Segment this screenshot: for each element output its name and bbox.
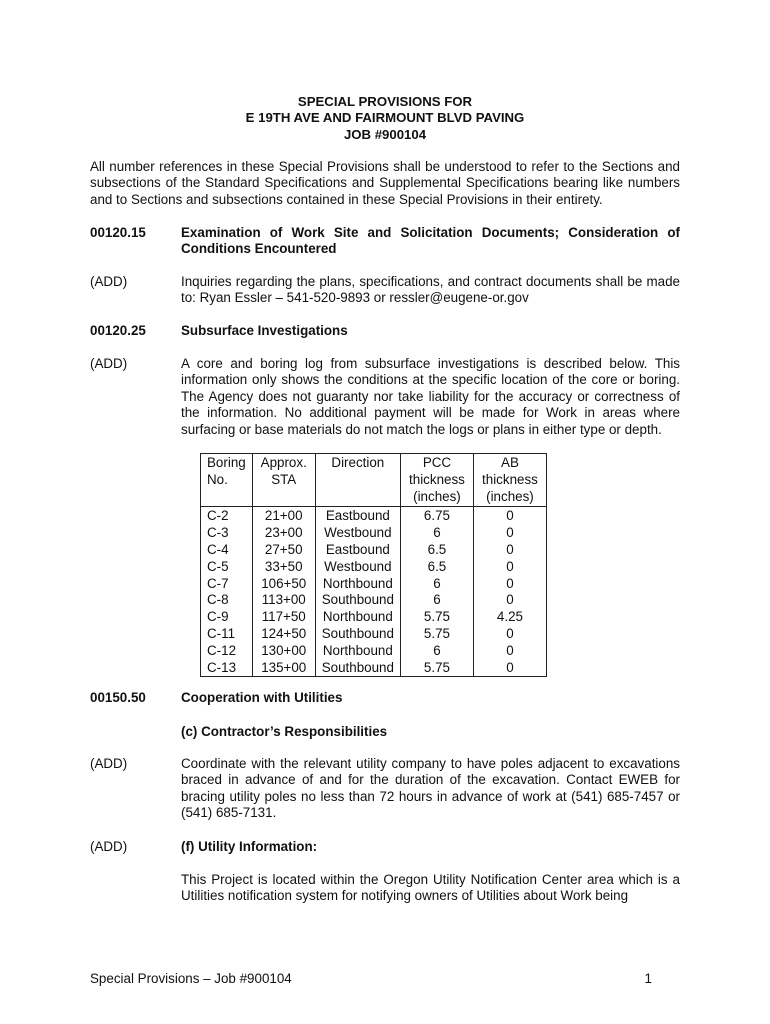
section-00150-50-add-2: [90, 839, 680, 855]
cell-approx-sta: 21+00: [252, 507, 315, 525]
cell-ab-thickness: 4.25: [473, 609, 546, 626]
header-direction: [315, 454, 400, 507]
title-line-2: E 19TH AVE AND FAIRMOUNT BLVD PAVING: [245, 110, 525, 126]
cell-pcc-thickness: 6.75: [400, 507, 473, 525]
table-header-row: [201, 454, 547, 507]
table-row: [201, 525, 547, 542]
boring-log-table-wrapper: [200, 453, 547, 677]
header-text: Direction: [331, 455, 385, 470]
section-number: 00120.15: [90, 225, 146, 240]
boring-log-table: [200, 453, 547, 677]
cell-boring-no: C-12: [201, 643, 253, 660]
cell-ab-thickness: 0: [473, 643, 546, 660]
header-text: thickness: [409, 471, 465, 487]
utility-information-text: [90, 872, 680, 905]
title-line-3: JOB #900104: [343, 126, 427, 142]
cell-direction: Eastbound: [315, 507, 400, 525]
footer-title: Special Provisions – Job #900104: [90, 971, 292, 986]
cell-boring-no: C-13: [201, 660, 253, 677]
cell-approx-sta: 117+50: [252, 609, 315, 626]
cell-approx-sta: 27+50: [252, 542, 315, 559]
cell-pcc-thickness: 6: [400, 643, 473, 660]
section-00120-15-add: [90, 274, 680, 307]
intro-paragraph: All number references in these Special Provisions shall be understood to refer to the Sections and subsections of the Standard Specifications and Supplemental Specifications bearing like numbers and to Sections and subsections contained in these Special Provisions in their entirety.: [90, 159, 680, 207]
add-text: Coordinate with the relevant utility company to have poles adjacent to excavations braced in advance of and for the duration of the excavation. Contact EWEB for bracing utility poles no less than 72 hours in advance of work at (541) 685-7457 or (541) 685-7131.: [181, 756, 680, 821]
add-label: (ADD): [90, 356, 128, 371]
table-row: [201, 542, 547, 559]
cell-ab-thickness: 0: [473, 559, 546, 576]
section-number: 00150.50: [90, 690, 146, 705]
cell-approx-sta: 135+00: [252, 660, 315, 677]
header-text: (inches): [413, 488, 461, 504]
header-approx-sta: [252, 454, 315, 507]
page-number: 1: [644, 971, 652, 986]
add-label: (ADD): [90, 274, 128, 289]
cell-ab-thickness: 0: [473, 525, 546, 542]
cell-pcc-thickness: 6.5: [400, 542, 473, 559]
table-row: [201, 592, 547, 609]
cell-direction: Northbound: [315, 576, 400, 593]
section-number: 00120.25: [90, 323, 146, 338]
cell-direction: Southbound: [315, 592, 400, 609]
cell-direction: Westbound: [315, 559, 400, 576]
add-label: (ADD): [90, 756, 128, 771]
cell-pcc-thickness: 6: [400, 592, 473, 609]
cell-pcc-thickness: 5.75: [400, 660, 473, 677]
header-text: No.: [207, 471, 228, 487]
header-text: Approx.: [260, 455, 307, 470]
cell-ab-thickness: 0: [473, 507, 546, 525]
cell-pcc-thickness: 6.5: [400, 559, 473, 576]
subsection-c: [90, 724, 680, 740]
cell-direction: Southbound: [315, 626, 400, 643]
cell-ab-thickness: 0: [473, 626, 546, 643]
table-row: [201, 559, 547, 576]
cell-approx-sta: 124+50: [252, 626, 315, 643]
section-00120-25-add: [90, 356, 680, 438]
cell-direction: Eastbound: [315, 542, 400, 559]
paragraph-text: This Project is located within the Oregon Utility Notification Center area which is a Utilities notification system for notifying owners of Utilities about Work being: [181, 872, 680, 904]
header-text: thickness: [482, 471, 538, 487]
header-pcc-thickness: [400, 454, 473, 507]
subsection-heading: (f) Utility Information:: [181, 839, 318, 854]
header-ab-thickness: [473, 454, 546, 507]
cell-boring-no: C-11: [201, 626, 253, 643]
cell-boring-no: C-3: [201, 525, 253, 542]
header-text: (inches): [486, 488, 534, 504]
cell-approx-sta: 106+50: [252, 576, 315, 593]
cell-approx-sta: 113+00: [252, 592, 315, 609]
section-00150-50-add-1: [90, 756, 680, 822]
header-text: STA: [271, 471, 297, 487]
table-row: [201, 507, 547, 525]
cell-approx-sta: 33+50: [252, 559, 315, 576]
cell-pcc-thickness: 6: [400, 525, 473, 542]
cell-pcc-thickness: 5.75: [400, 626, 473, 643]
cell-pcc-thickness: 5.75: [400, 609, 473, 626]
section-heading: Subsurface Investigations: [181, 323, 348, 338]
cell-ab-thickness: 0: [473, 576, 546, 593]
add-text: Inquiries regarding the plans, specifications, and contract documents shall be made to: Ryan Essler – 541-520-9893 or ressler@eugene-or.gov: [181, 274, 680, 306]
cell-approx-sta: 130+00: [252, 643, 315, 660]
document-title: [0, 94, 770, 143]
header-text: PCC: [422, 455, 452, 470]
header-text: AB: [501, 455, 519, 470]
table-row: [201, 660, 547, 677]
cell-direction: Northbound: [315, 609, 400, 626]
cell-approx-sta: 23+00: [252, 525, 315, 542]
cell-boring-no: C-9: [201, 609, 253, 626]
table-row: [201, 626, 547, 643]
table-row: [201, 576, 547, 593]
cell-direction: Southbound: [315, 660, 400, 677]
cell-direction: Westbound: [315, 525, 400, 542]
section-00150-50: [90, 690, 680, 706]
section-00120-25: [90, 323, 680, 339]
table-row: [201, 643, 547, 660]
cell-ab-thickness: 0: [473, 660, 546, 677]
add-text: A core and boring log from subsurface investigations is described below. This information only shows the conditions at the specific location of the core or boring. The Agency does not guaranty nor take liability for the accuracy or correctness of the information. No additional payment will be made for Work in areas where surfacing or base materials do not match the logs or plans in either type or depth.: [181, 356, 680, 437]
table-body: [201, 507, 547, 677]
title-line-1: SPECIAL PROVISIONS FOR: [297, 94, 473, 109]
section-00120-15: [90, 225, 680, 258]
cell-boring-no: C-7: [201, 576, 253, 593]
cell-boring-no: C-2: [201, 507, 253, 525]
table-row: [201, 609, 547, 626]
cell-direction: Northbound: [315, 643, 400, 660]
cell-boring-no: C-4: [201, 542, 253, 559]
add-label: (ADD): [90, 839, 128, 854]
cell-ab-thickness: 0: [473, 542, 546, 559]
cell-pcc-thickness: 6: [400, 576, 473, 593]
section-heading: Cooperation with Utilities: [181, 690, 343, 705]
cell-boring-no: C-5: [201, 559, 253, 576]
section-heading: Examination of Work Site and Solicitation Documents; Consideration of Conditions Encountered: [181, 225, 680, 257]
header-text: Boring: [207, 455, 246, 470]
cell-boring-no: C-8: [201, 592, 253, 609]
header-boring-no: [201, 454, 253, 507]
subsection-heading: (c) Contractor’s Responsibilities: [181, 724, 388, 739]
cell-ab-thickness: 0: [473, 592, 546, 609]
